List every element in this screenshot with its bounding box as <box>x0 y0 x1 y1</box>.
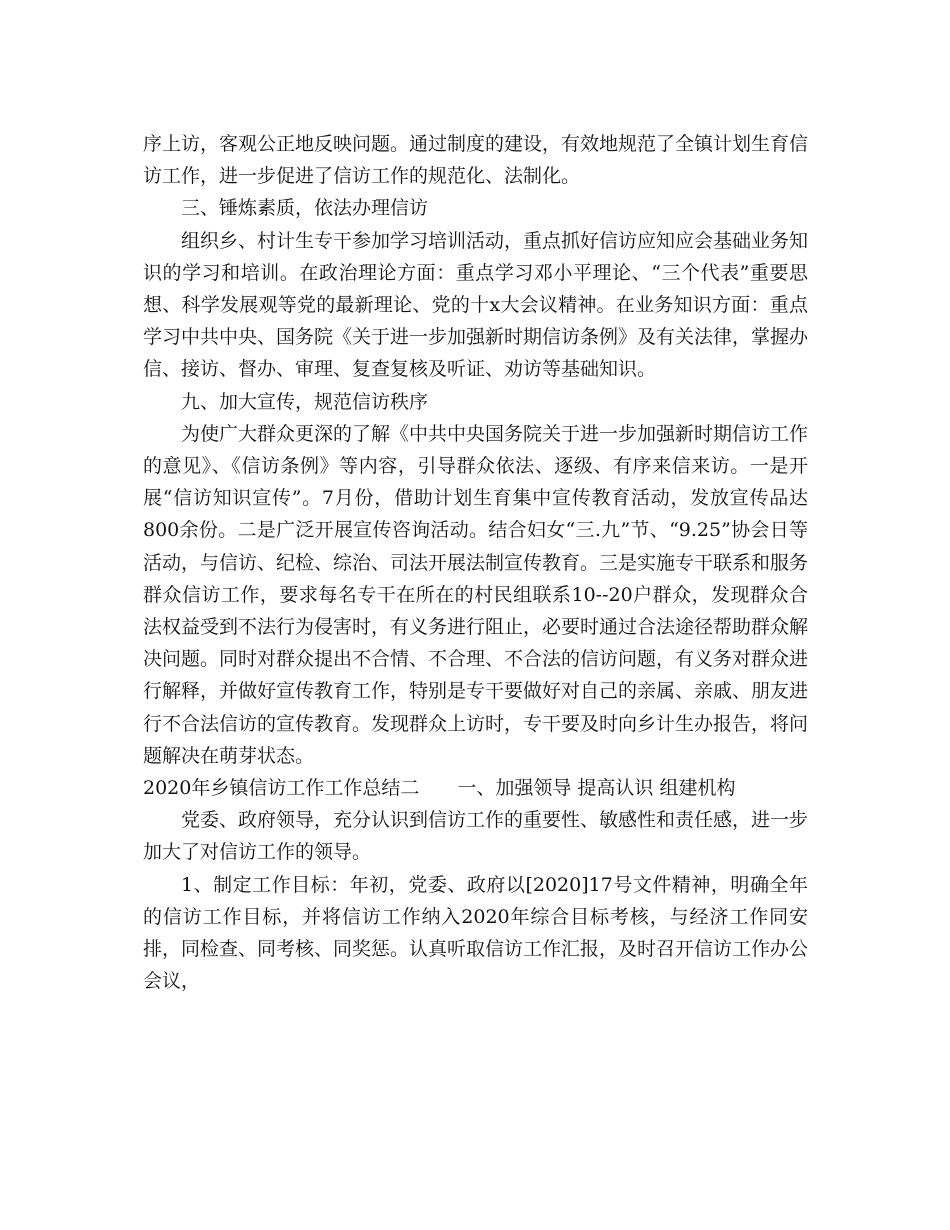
paragraph-3: 组织乡、村计生专干参加学习培训活动，重点抓好信访应知应会基础业务知识的学习和培训。在政治理论方面：重点学习邓小平理论、“三个代表”重要思想、科学发展观等党的最新理论、党的十x大会议精神。在业务知识方面：重点学习中共中央、国务院《关于进一步加强新时期信访条例》及有关法律，掌握办信、接访、督办、审理、复查复核及听证、劝访等基础知识。 <box>143 229 809 381</box>
section-title: 2020年乡镇信访工作工作总结二 <box>143 777 420 800</box>
document-body <box>143 128 808 997</box>
section-subheading: 一、加强领导 提高认识 组建机构 <box>457 777 736 800</box>
paragraph-5: 为使广大群众更深的了解《中共中央国务院关于进一步加强新时期信访工作的意见》、《信访条例》等内容，引导群众依法、逐级、有序来信来访。一是开展“信访知识宣传”。7月份，借助计划生育集中宣传教育活动，发放宣传品达800余份。二是广泛开展宣传咨询活动。结合妇女“三.九”节、“9.25”协会日等活动，与信访、纪检、综治、司法开展法制宣传教育。三是实施专干联系和服务群众信访工作，要求每名专干在所在的村民组联系10--20户群众，发现群众合法权益受到不法行为侵害时，有义务进行阻止，必要时通过合法途径帮助群众解决问题。同时对群众提出不合情、不合理、不合法的信访问题，有义务对群众进行解释，并做好宣传教育工作，特别是专干要做好对自己的亲属、亲戚、朋友进行不合法信访的宣传教育。发现群众上访时，专干要及时向乡计生办报告，将问题解决在萌芽状态。 <box>143 422 809 767</box>
paragraph-6: 党委、政府领导，充分认识到信访工作的重要性、敏感性和责任感，进一步加大了对信访工作的领导。 <box>143 809 809 864</box>
section-heading-line <box>143 772 808 804</box>
heading-3: 三、锤炼素质，依法办理信访 <box>181 197 429 220</box>
paragraph-1: 序上访，客观公正地反映问题。通过制度的建设，有效地规范了全镇计划生育信访工作，进一步促进了信访工作的规范化、法制化。 <box>143 133 809 188</box>
paragraph-7: 1、制定工作目标：年初，党委、政府以[2020]17号文件精神，明确全年的信访工作目标，并将信访工作纳入2020年综合目标考核，与经济工作同安排，同检查、同考核、同奖惩。认真听取信访工作汇报，及时召开信访工作办公会议， <box>143 873 809 993</box>
heading-9: 九、加大宣传，规范信访秩序 <box>181 390 429 413</box>
